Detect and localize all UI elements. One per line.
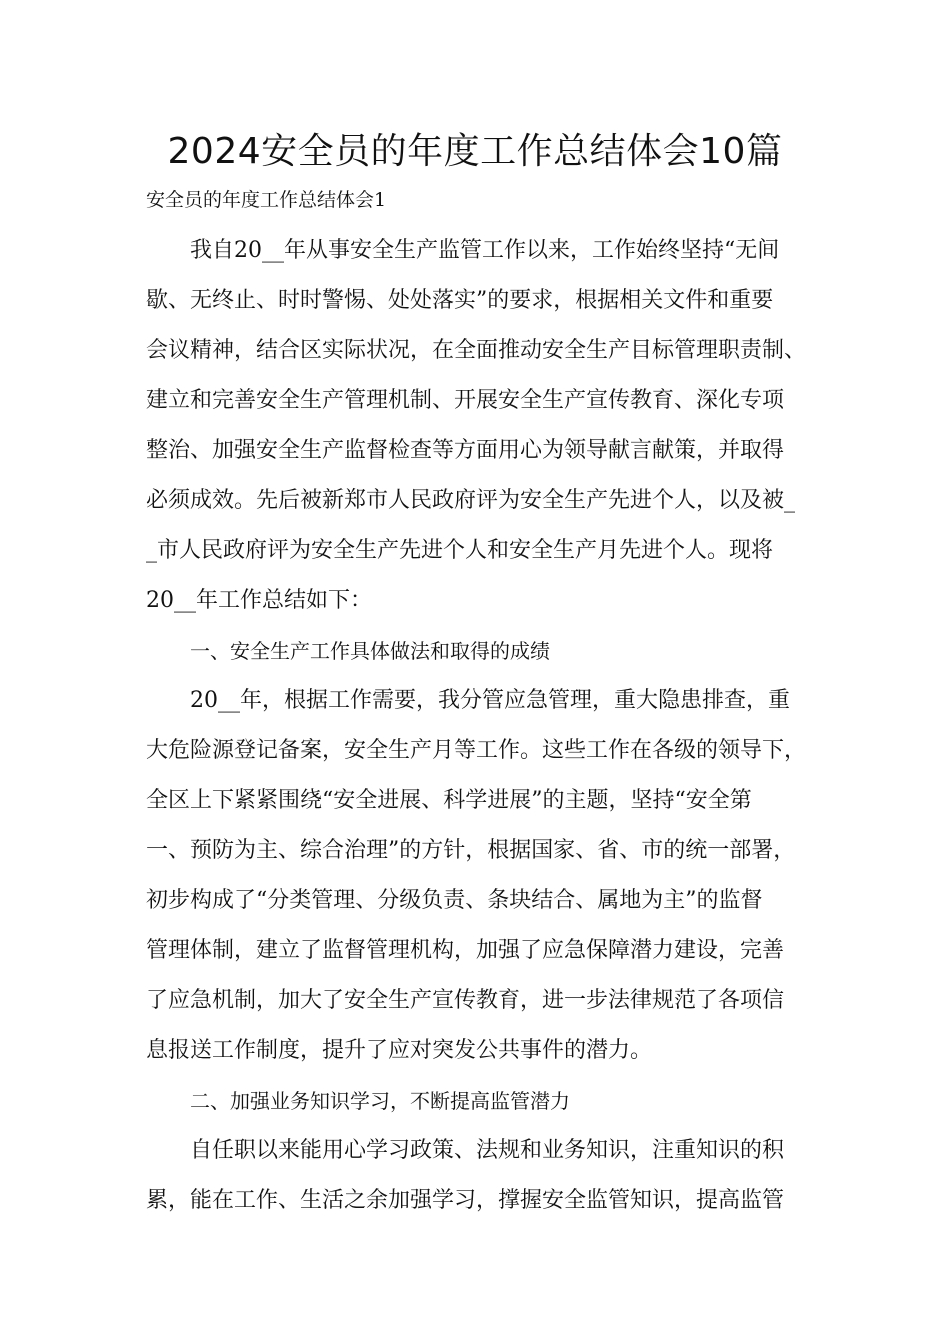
paragraph-line: 整治、加强安全生产监督检查等方面用心为领导献言献策，并取得 xyxy=(146,438,785,463)
paragraph-line: 我自20__年从事安全生产监管工作以来，工作始终坚持“无间 xyxy=(190,238,780,263)
paragraph-line: 初步构成了“分类管理、分级负责、条块结合、属地为主”的监督 xyxy=(146,888,763,913)
paragraph-line: _市人民政府评为安全生产先进个人和安全生产月先进个人。现将 xyxy=(146,538,774,563)
document-title: 2024安全员的年度工作总结体会10篇 xyxy=(167,131,783,172)
document-body xyxy=(146,233,816,1233)
section-heading: 二、加强业务知识学习，不断提高监管潜力 xyxy=(190,1089,570,1113)
paragraph-line: 全区上下紧紧围绕“安全进展、科学进展”的主题，坚持“安全第 xyxy=(146,788,752,813)
paragraph-line: 歇、无终止、时时警惕、处处落实”的要求，根据相关文件和重要 xyxy=(146,288,774,313)
paragraph-line: 管理体制，建立了监督管理机构，加强了应急保障潜力建设，完善 xyxy=(146,938,785,963)
paragraph-line: 20__年，根据工作需要，我分管应急管理，重大隐患排查，重 xyxy=(190,688,790,713)
paragraph-line: 会议精神，结合区实际状况，在全面推动安全生产目标管理职责制、 xyxy=(146,338,807,363)
paragraph-line: 累，能在工作、生活之余加强学习，撑握安全监管知识，提高监管 xyxy=(146,1188,785,1213)
paragraph-line: 大危险源登记备案，安全生产月等工作。这些工作在各级的领导下， xyxy=(146,738,807,763)
paragraph-line: 自任职以来能用心学习政策、法规和业务知识，注重知识的积 xyxy=(190,1138,785,1163)
paragraph-line: 必须成效。先后被新郑市人民政府评为安全生产先进个人，以及被_ xyxy=(146,488,796,513)
paragraph-line: 息报送工作制度，提升了应对突发公共事件的潜力。 xyxy=(146,1038,653,1063)
paragraph-line: 一、预防为主、综合治理”的方针，根据国家、省、市的统一部署， xyxy=(146,838,796,863)
paragraph-line: 了应急机制，加大了安全生产宣传教育，进一步法律规范了各项信 xyxy=(146,988,785,1013)
paragraph-line: 建立和完善安全生产管理机制、开展安全生产宣传教育、深化专项 xyxy=(146,388,785,413)
paragraph-line: 20__年工作总结如下： xyxy=(146,588,372,613)
section-subtitle: 安全员的年度工作总结体会1 xyxy=(146,189,387,211)
section-heading: 一、安全生产工作具体做法和取得的成绩 xyxy=(190,639,550,663)
